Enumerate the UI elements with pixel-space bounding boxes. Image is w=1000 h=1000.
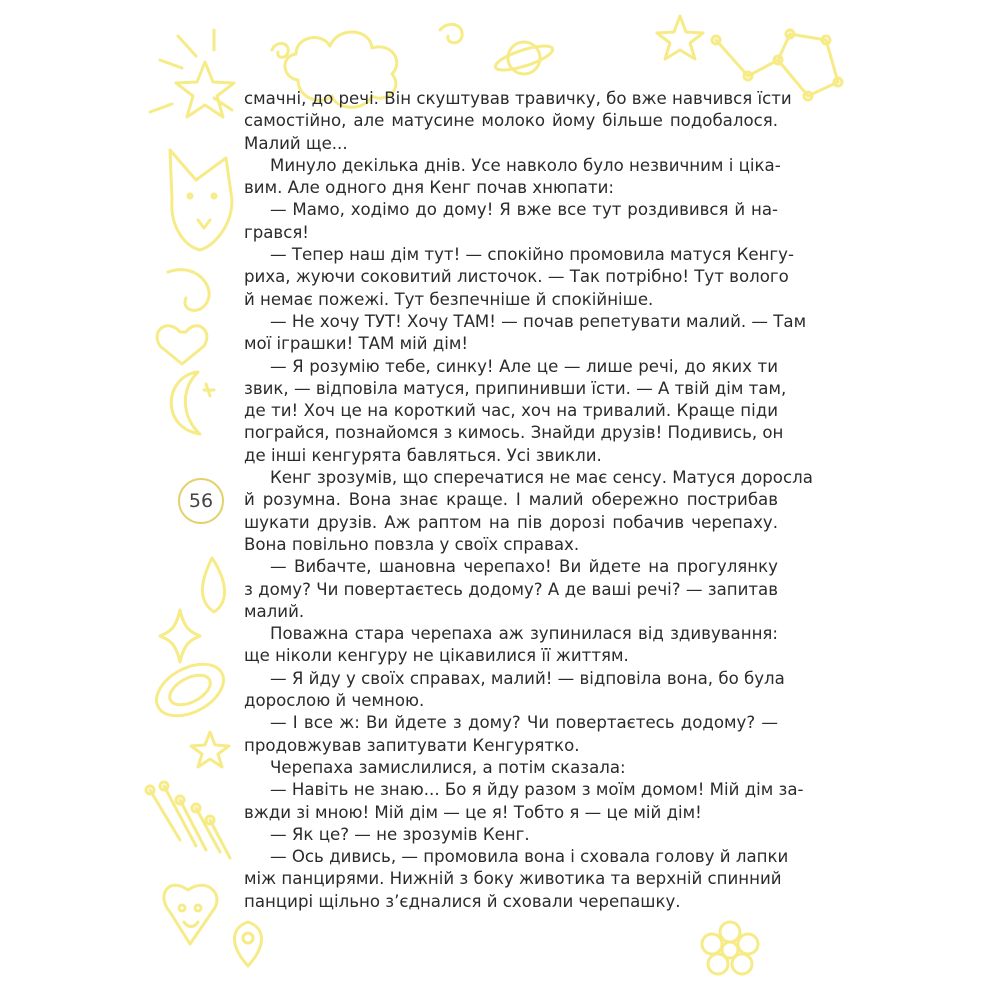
star-icon (191, 732, 229, 767)
text-line: — Тепер наш дім тут! — спокійно промовила матуся Кенгу- (270, 245, 794, 265)
flower-icon (702, 922, 758, 974)
text-line: пограйся, познайомся з кимось. Знайди друзів! Подивись, он (244, 423, 784, 443)
text-line: Минуло декілька днів. Усе навколо було незвичним і ціка- (270, 155, 781, 175)
text-line: — Я розумію тебе, синку! Але це — лише речі, до яких ти (270, 356, 778, 376)
sparkle-icon (204, 384, 214, 396)
text-line: й немає пожежі. Тут безпечніше й спокійніше. (244, 289, 654, 309)
text-line: — Як це? — не зрозумів Кенг. (270, 824, 530, 844)
text-line: вжди зі мною! Мій дім — це я! Тобто я — це мій дім! (244, 802, 702, 822)
text-line: Кенг зрозумів, що сперечатися не має сенсу. Матуся доросла (270, 468, 813, 488)
sparkle-icon (160, 610, 200, 662)
text-line: шукати друзів. Аж раптом на пів дорозі побачив черепаху. (244, 512, 778, 532)
text-line: панцирі щільно з’єдналися й сховали черепашку. (244, 891, 681, 911)
story-text (244, 88, 813, 913)
text-line: Поважна стара черепаха аж зупинилася від здивування: (270, 624, 778, 644)
text-line: грався! (244, 222, 309, 242)
text-line: між панцирями. Нижній з боку животика та верхній спинний (244, 869, 782, 889)
text-line: Черепаха замислилися, а потім сказала: (270, 757, 626, 777)
text-line: — Я йду у своїх справах, малий! — відповіла вона, бо була (270, 668, 785, 688)
text-line: — Вибачте, шановна черепахо! Ви йдете на прогулянку (270, 557, 778, 577)
drop-icon (202, 558, 224, 612)
smiling-heart-icon (164, 885, 217, 944)
fox-face-icon (170, 150, 232, 250)
text-line: звик, — відповіла матуся, припинивши їсти. — А твій дім там, (244, 378, 787, 398)
text-line: смачні, до речі. Він скуштував травичку, бо вже навчився їсти (244, 89, 792, 108)
text-line: мої іграшки! ТАМ мій дім! (244, 334, 469, 354)
shooting-stars-icon (146, 782, 230, 858)
text-line: малий. (244, 601, 305, 621)
text-line: вим. Але одного дня Кенг почав хнюпати: (244, 178, 614, 198)
text-line: де інші кенгурята бавляться. Усі звикли. (244, 445, 602, 465)
text-line: Вона повільно повзла у своїх справах. (244, 534, 580, 554)
swirl-icon (272, 43, 288, 57)
moon-icon (171, 372, 200, 434)
location-pin-icon (235, 922, 262, 966)
text-line: з дому? Чи повертаєтесь додому? А де ваші речі? — запитав (244, 579, 778, 599)
star-icon (176, 62, 234, 117)
star-icon (657, 16, 703, 59)
text-line: — Навіть не знаю... Бо я йду разом з моїм домом! Мій дім за- (270, 780, 804, 800)
text-line: й розумна. Вона знає краще. І малий обережно пострибав (244, 490, 778, 510)
text-line: дорослою й чемною. (244, 691, 425, 711)
text-line: — Не хочу ТУТ! Хочу ТАМ! — почав репетувати малий. — Там (270, 311, 807, 331)
text-line: — Ось дивись, — промовила вона і сховала голову й лапки (270, 847, 789, 867)
text-line: риха, жуючи соковитий листочок. — Так потрібно! Тут волого (244, 267, 789, 287)
heart-icon (157, 326, 207, 364)
wave-icon (168, 270, 209, 311)
galaxy-icon (148, 654, 232, 727)
page-number: 56 (178, 478, 224, 524)
text-line: де ти! Хоч це на короткий час, хоч на тривалий. Краще піди (244, 401, 778, 421)
text-line: — Мамо, ходімо до дому! Я вже все тут роздивився й на- (270, 200, 778, 220)
text-line: Малий ще... (244, 133, 348, 153)
swirl-icon (440, 24, 462, 42)
planet-icon (493, 41, 555, 75)
text-line: самостійно, але матусине молоко йому більше подобалося. (244, 111, 778, 131)
text-line: ще ніколи кенгуру не цікавилися її життям. (244, 646, 629, 666)
text-line: — І все ж: Ви йдете з дому? Чи повертаєтесь додому? — (270, 713, 778, 733)
text-line: продовжував запитувати Кенгурятко. (244, 735, 580, 755)
